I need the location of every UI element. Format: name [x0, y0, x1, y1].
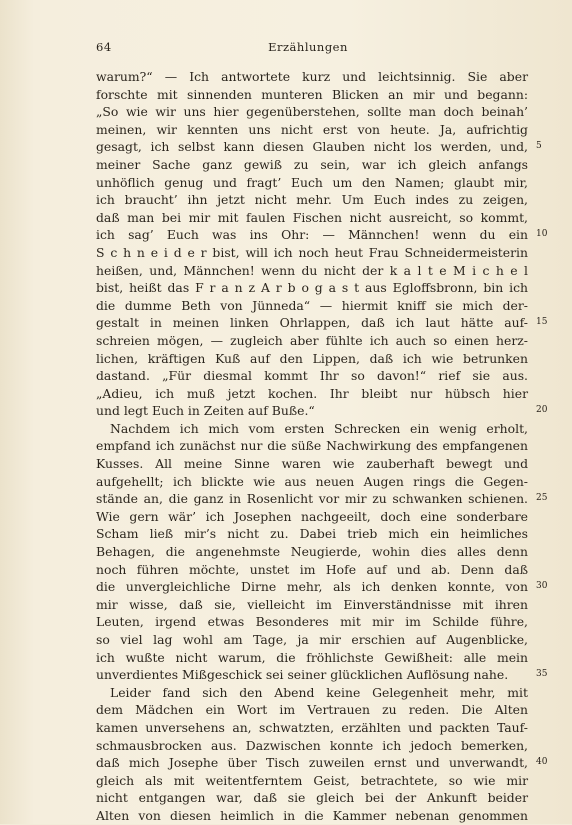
text-line: [96, 666, 548, 684]
text-line: [96, 631, 528, 649]
body-text: [96, 68, 548, 825]
line-text: aufgehellt; ich blickte wie aus neuen Augen rings die Gegen-: [96, 473, 528, 489]
line-text: schmausbrocken aus. Dazwischen konnte ich jedoch bemerken,: [96, 737, 528, 753]
text-line: [96, 262, 528, 280]
line-text: ich braucht’ ihn jetzt nicht mehr. Um Euch indes zu zeigen,: [96, 192, 528, 208]
text-line: [96, 103, 528, 121]
text-line: [96, 473, 528, 491]
line-text: noch führen möchte, unstet im Hofe auf und ab. Denn daß: [96, 561, 528, 577]
text-line: [96, 789, 528, 807]
text-line: [96, 543, 528, 561]
line-number: 25: [536, 493, 548, 504]
line-number: 10: [536, 229, 548, 240]
text-line: [96, 332, 528, 350]
text-line: [96, 86, 528, 104]
line-number: 35: [536, 669, 548, 680]
text-line: [96, 807, 528, 825]
text-line: [96, 455, 528, 473]
line-text: ich wußte nicht warum, die fröhlichste Gewißheit: alle mein: [96, 649, 528, 665]
line-text: schreien mögen, — zugleich aber fühlte ich auch so einen herz-: [96, 332, 528, 348]
line-text: daß mich Josephe über Tisch zuweilen ernst und unverwandt,: [96, 755, 528, 771]
line-text: dastand. „Für diesmal kommt Ihr so davon!“ rief sie aus.: [96, 368, 528, 384]
line-text: dem Mädchen ein Wort im Vertrauen zu reden. Die Alten: [96, 702, 528, 718]
line-text: unverdientes Mißgeschick sei seiner glücklichen Auflösung nahe.: [96, 667, 509, 683]
line-text: „Adieu, ich muß jetzt kochen. Ihr bleibt nur hübsch hier: [96, 385, 528, 401]
page-number: 64: [96, 40, 112, 54]
line-text: Wie gern wär’ ich Josephen nachgeeilt, doch eine sonderbare: [96, 508, 528, 524]
text-line: [96, 508, 528, 526]
text-line: [96, 561, 528, 579]
text-line: [96, 596, 528, 614]
line-text: S c h n e i d e r bist, will ich noch heut Frau Schneidermeisterin: [96, 244, 528, 260]
text-line: [96, 191, 528, 209]
text-line: [96, 209, 528, 227]
text-line: [96, 156, 528, 174]
text-line: [96, 402, 548, 420]
text-line: [96, 578, 548, 596]
line-text: bist, heißt das F r a n z A r b o g a s t aus Egloffsbronn, bin ich: [96, 280, 528, 296]
line-number: 30: [536, 581, 548, 592]
line-text: Behagen, die angenehmste Neugierde, wohin dies alles denn: [96, 544, 528, 560]
line-text: so viel lag wohl am Tage, ja mir erschien auf Augenblicke,: [96, 632, 528, 647]
line-text: forschte mit sinnenden munteren Blicken an mir und begann:: [96, 86, 528, 102]
text-line: [96, 350, 528, 368]
text-line: [96, 737, 528, 755]
line-text: unhöflich genug und fragt’ Euch um den Namen; glaubt mir,: [96, 174, 528, 190]
page-header: [96, 40, 520, 56]
line-text: meiner Sache ganz gewiß zu sein, war ich gleich anfangs: [96, 156, 528, 172]
text-line: [96, 226, 548, 244]
text-line: [96, 525, 528, 543]
line-text: ich sag’ Euch was ins Ohr: — Männchen! wenn du ein: [96, 227, 528, 243]
line-text: empfand ich zunächst nur die süße Nachwirkung des empfangenen: [96, 438, 528, 454]
text-line: [96, 437, 528, 455]
text-line: [96, 314, 548, 332]
text-line: [96, 719, 528, 737]
line-text: stände an, die ganz in Rosenlicht vor mir zu schwanken schienen.: [96, 491, 528, 507]
line-text: gestalt in meinen linken Ohrlappen, daß ich laut hätte auf-: [96, 315, 528, 331]
line-number: 5: [536, 141, 542, 152]
line-number: 20: [536, 405, 548, 416]
text-line: [96, 174, 528, 192]
text-line: [96, 279, 528, 297]
line-number: 40: [536, 757, 548, 768]
line-text: Kusses. All meine Sinne waren wie zauberhaft bewegt und: [96, 456, 528, 472]
line-text: daß man bei mir mit faulen Fischen nicht ausreicht, so kommt,: [96, 209, 528, 225]
text-line: [96, 367, 528, 385]
text-line: [96, 68, 528, 86]
line-text: Scham ließ mir’s nicht zu. Dabei trieb mich ein heimliches: [96, 526, 528, 542]
text-line: [96, 613, 528, 631]
line-text: gleich als mit weitentferntem Geist, betrachtete, so wie mir: [96, 772, 528, 788]
text-line: [96, 297, 528, 315]
line-text: heißen, und, Männchen! wenn du nicht der k a l t e M i c h e l: [96, 262, 528, 278]
line-text: Leider fand sich den Abend keine Gelegenheit mehr, mit: [110, 684, 528, 700]
text-line: [96, 121, 528, 139]
line-text: Leuten, irgend etwas Besonderes mit mir im Schilde führe,: [96, 614, 528, 630]
text-line: [96, 490, 548, 508]
line-text: die unvergleichliche Dirne mehr, als ich denken konnte, von: [96, 579, 528, 595]
line-text: und legt Euch in Zeiten auf Buße.“: [96, 403, 315, 419]
line-text: mir wisse, daß sie, vielleicht im Einverständnisse mit ihren: [96, 596, 528, 612]
line-text: warum?“ — Ich antwortete kurz und leichtsinnig. Sie aber: [96, 69, 528, 84]
text-line: [96, 701, 528, 719]
text-line: [96, 649, 528, 667]
line-text: die dumme Beth von Jünneda“ — hiermit kniff sie mich der-: [96, 297, 528, 313]
line-number: 15: [536, 317, 548, 328]
line-text: lichen, kräftigen Kuß auf den Lippen, daß ich wie betrunken: [96, 350, 528, 366]
text-line: [96, 772, 528, 790]
line-text: kamen unversehens an, schwatzten, erzählten und packten Tauf-: [96, 719, 528, 735]
line-text: Nachdem ich mich vom ersten Schrecken ein wenig erholt,: [110, 420, 528, 436]
line-text: meinen, wir kennten uns nicht erst von heute. Ja, aufrichtig: [96, 121, 528, 137]
text-line: [96, 420, 528, 438]
line-text: Alten von diesen heimlich in die Kammer nebenan genommen: [96, 807, 528, 823]
text-line: [96, 244, 528, 262]
line-text: „So wie wir uns hier gegenüberstehen, sollte man doch beinah’: [96, 104, 528, 120]
line-text: nicht entgangen war, daß sie gleich bei der Ankunft beider: [96, 790, 528, 806]
text-line: [96, 754, 548, 772]
text-line: [96, 138, 542, 156]
text-line: [96, 684, 528, 702]
text-line: [96, 385, 528, 403]
running-title: Erzählungen: [268, 40, 348, 54]
line-text: gesagt, ich selbst kann diesen Glauben nicht los werden, und,: [96, 139, 528, 155]
